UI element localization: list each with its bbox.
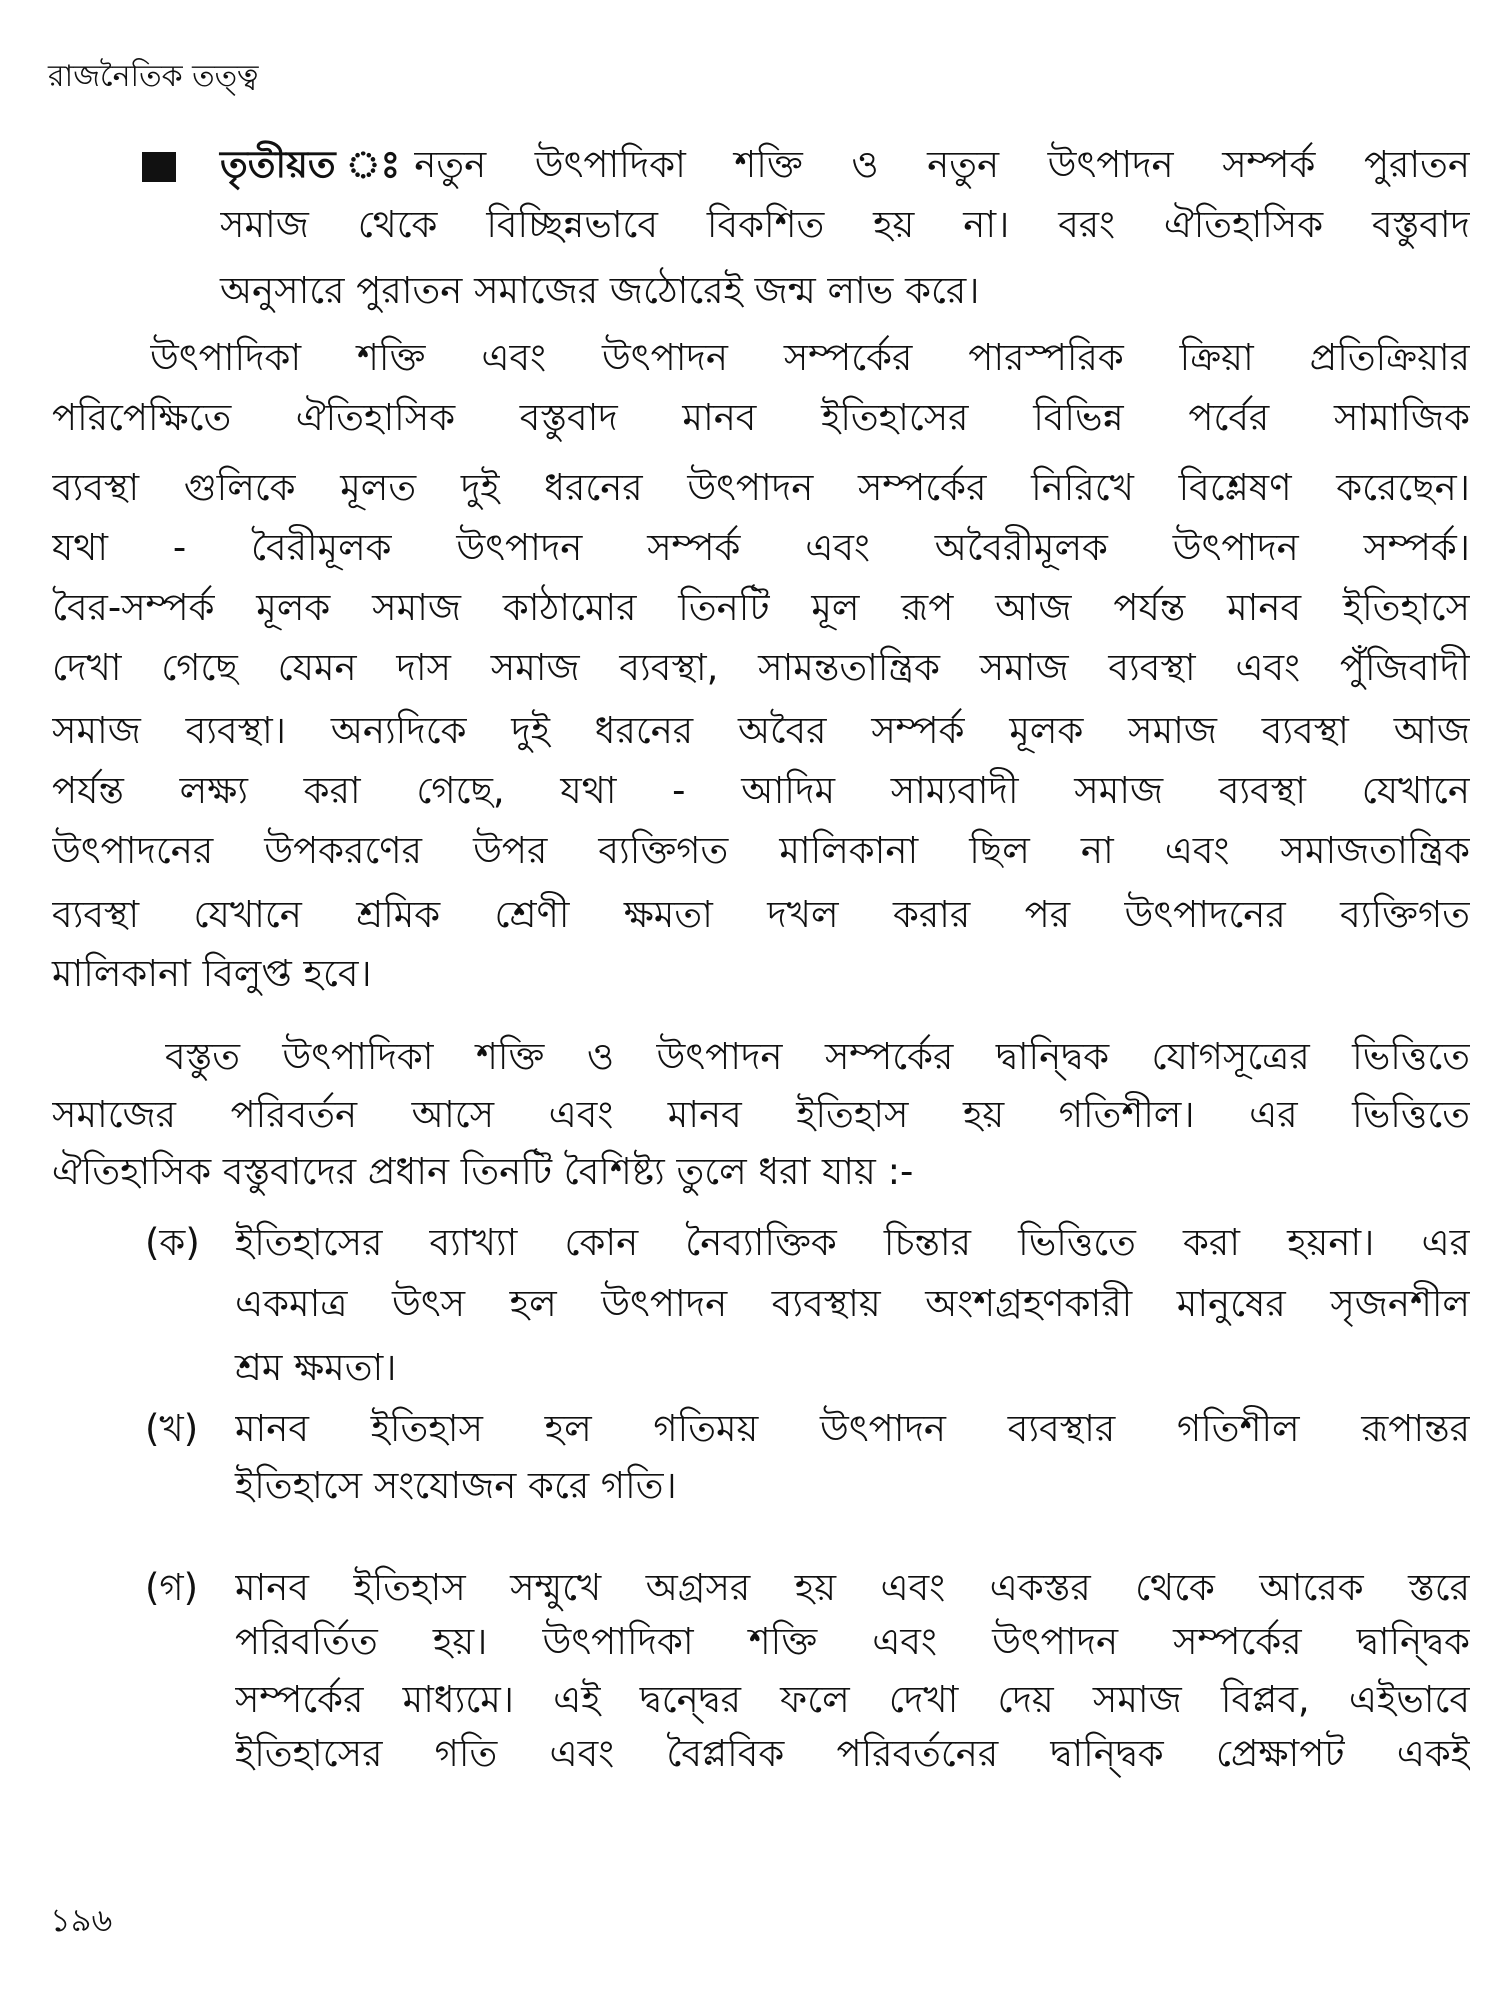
- paragraph-line: সমাজ ব্যবস্থা। অন্যদিকে দুই ধরনের অবৈর সম্পর্ক মূলক সমাজ ব্যবস্থা আজ: [52, 709, 1470, 752]
- list-item-line: ইতিহাসের ব্যাখ্যা কোন নৈব্যাক্তিক চিন্তার ভিত্তিতে করা হয়না। এর: [235, 1221, 1470, 1264]
- bullet-square-icon: [142, 152, 176, 182]
- bullet-line: অনুসারে পুরাতন সমাজের জঠোরেই জন্ম লাভ করে।: [220, 269, 980, 312]
- list-item-line: পরিবর্তিত হয়। উৎপাদিকা শক্তি এবং উৎপাদন সম্পর্কের দ্বান্দ্বিক: [235, 1620, 1470, 1663]
- bullet-line-1: [220, 135, 1470, 195]
- paragraph-line: পরিপেক্ষিতে ঐতিহাসিক বস্তুবাদ মানব ইতিহাসের বিভিন্ন পর্বের সামাজিক: [52, 396, 1470, 439]
- paragraph-line: যথা - বৈরীমূলক উৎপাদন সম্পর্ক এবং অবৈরীমূলক উৎপাদন সম্পর্ক।: [52, 526, 1470, 569]
- list-item-line: মানব ইতিহাস সম্মুখে অগ্রসর হয় এবং একস্তর থেকে আরেক স্তরে: [235, 1566, 1470, 1609]
- paragraph-line: উৎপাদনের উপকরণের উপর ব্যক্তিগত মালিকানা ছিল না এবং সমাজতান্ত্রিক: [52, 829, 1470, 872]
- paragraph-line: বস্তুত উৎপাদিকা শক্তি ও উৎপাদন সম্পর্কের দ্বান্দ্বিক যোগসূত্রের ভিত্তিতে: [165, 1035, 1470, 1078]
- paragraph-line: ব্যবস্থা গুলিকে মূলত দুই ধরনের উৎপাদন সম্পর্কের নিরিখে বিশ্লেষণ করেছেন।: [52, 466, 1470, 509]
- list-item-line: একমাত্র উৎস হল উৎপাদন ব্যবস্থায় অংশগ্রহণকারী মানুষের সৃজনশীল: [235, 1282, 1470, 1325]
- page-number: ১৯৬: [50, 1901, 113, 1939]
- paragraph-line: পর্যন্ত লক্ষ্য করা গেছে, যথা - আদিম সাম্যবাদী সমাজ ব্যবস্থা যেখানে: [52, 769, 1470, 812]
- paragraph-line: সমাজের পরিবর্তন আসে এবং মানব ইতিহাস হয় গতিশীল। এর ভিত্তিতে: [52, 1093, 1470, 1136]
- paragraph-line: বৈর-সম্পর্ক মূলক সমাজ কাঠামোর তিনটি মূল রূপ আজ পর্যন্ত মানব ইতিহাসে: [52, 586, 1470, 629]
- list-marker: (খ): [145, 1407, 199, 1450]
- list-item-line: মানব ইতিহাস হল গতিময় উৎপাদন ব্যবস্থার গতিশীল রূপান্তর: [235, 1407, 1470, 1450]
- list-marker: (গ): [145, 1566, 199, 1609]
- bullet-label: তৃতীয়ত ঃ: [220, 143, 401, 186]
- list-item-line: শ্রম ক্ষমতা।: [235, 1346, 397, 1389]
- list-item-line: সম্পর্কের মাধ্যমে। এই দ্বন্দ্বের ফলে দেখা দেয় সমাজ বিপ্লব, এইভাবে: [235, 1678, 1470, 1721]
- paragraph-line: দেখা গেছে যেমন দাস সমাজ ব্যবস্থা, সামন্ততান্ত্রিক সমাজ ব্যবস্থা এবং পুঁজিবাদী: [52, 646, 1470, 689]
- list-marker: (ক): [145, 1221, 200, 1264]
- paragraph-line: উৎপাদিকা শক্তি এবং উৎপাদন সম্পর্কের পারস্পরিক ক্রিয়া প্রতিক্রিয়ার: [150, 336, 1470, 379]
- bullet-line: সমাজ থেকে বিচ্ছিন্নভাবে বিকশিত হয় না। বরং ঐতিহাসিক বস্তুবাদ: [220, 203, 1470, 246]
- paragraph-line: ব্যবস্থা যেখানে শ্রমিক শ্রেণী ক্ষমতা দখল করার পর উৎপাদনের ব্যক্তিগত: [52, 893, 1470, 936]
- paragraph-line: ঐতিহাসিক বস্তুবাদের প্রধান তিনটি বৈশিষ্ট্য তুলে ধরা যায় :-: [52, 1150, 914, 1193]
- paragraph-line: মালিকানা বিলুপ্ত হবে।: [52, 952, 372, 995]
- list-item-line: ইতিহাসে সংযোজন করে গতি।: [235, 1464, 677, 1507]
- running-header: রাজনৈতিক তত্ত্ব: [48, 59, 259, 94]
- list-item-line: ইতিহাসের গতি এবং বৈপ্লবিক পরিবর্তনের দ্বান্দ্বিক প্রেক্ষাপট একই: [235, 1732, 1470, 1775]
- bullet-text: নতুন উৎপাদিকা শক্তি ও নতুন উৎপাদন সম্পর্ক পুরাতন: [414, 143, 1470, 186]
